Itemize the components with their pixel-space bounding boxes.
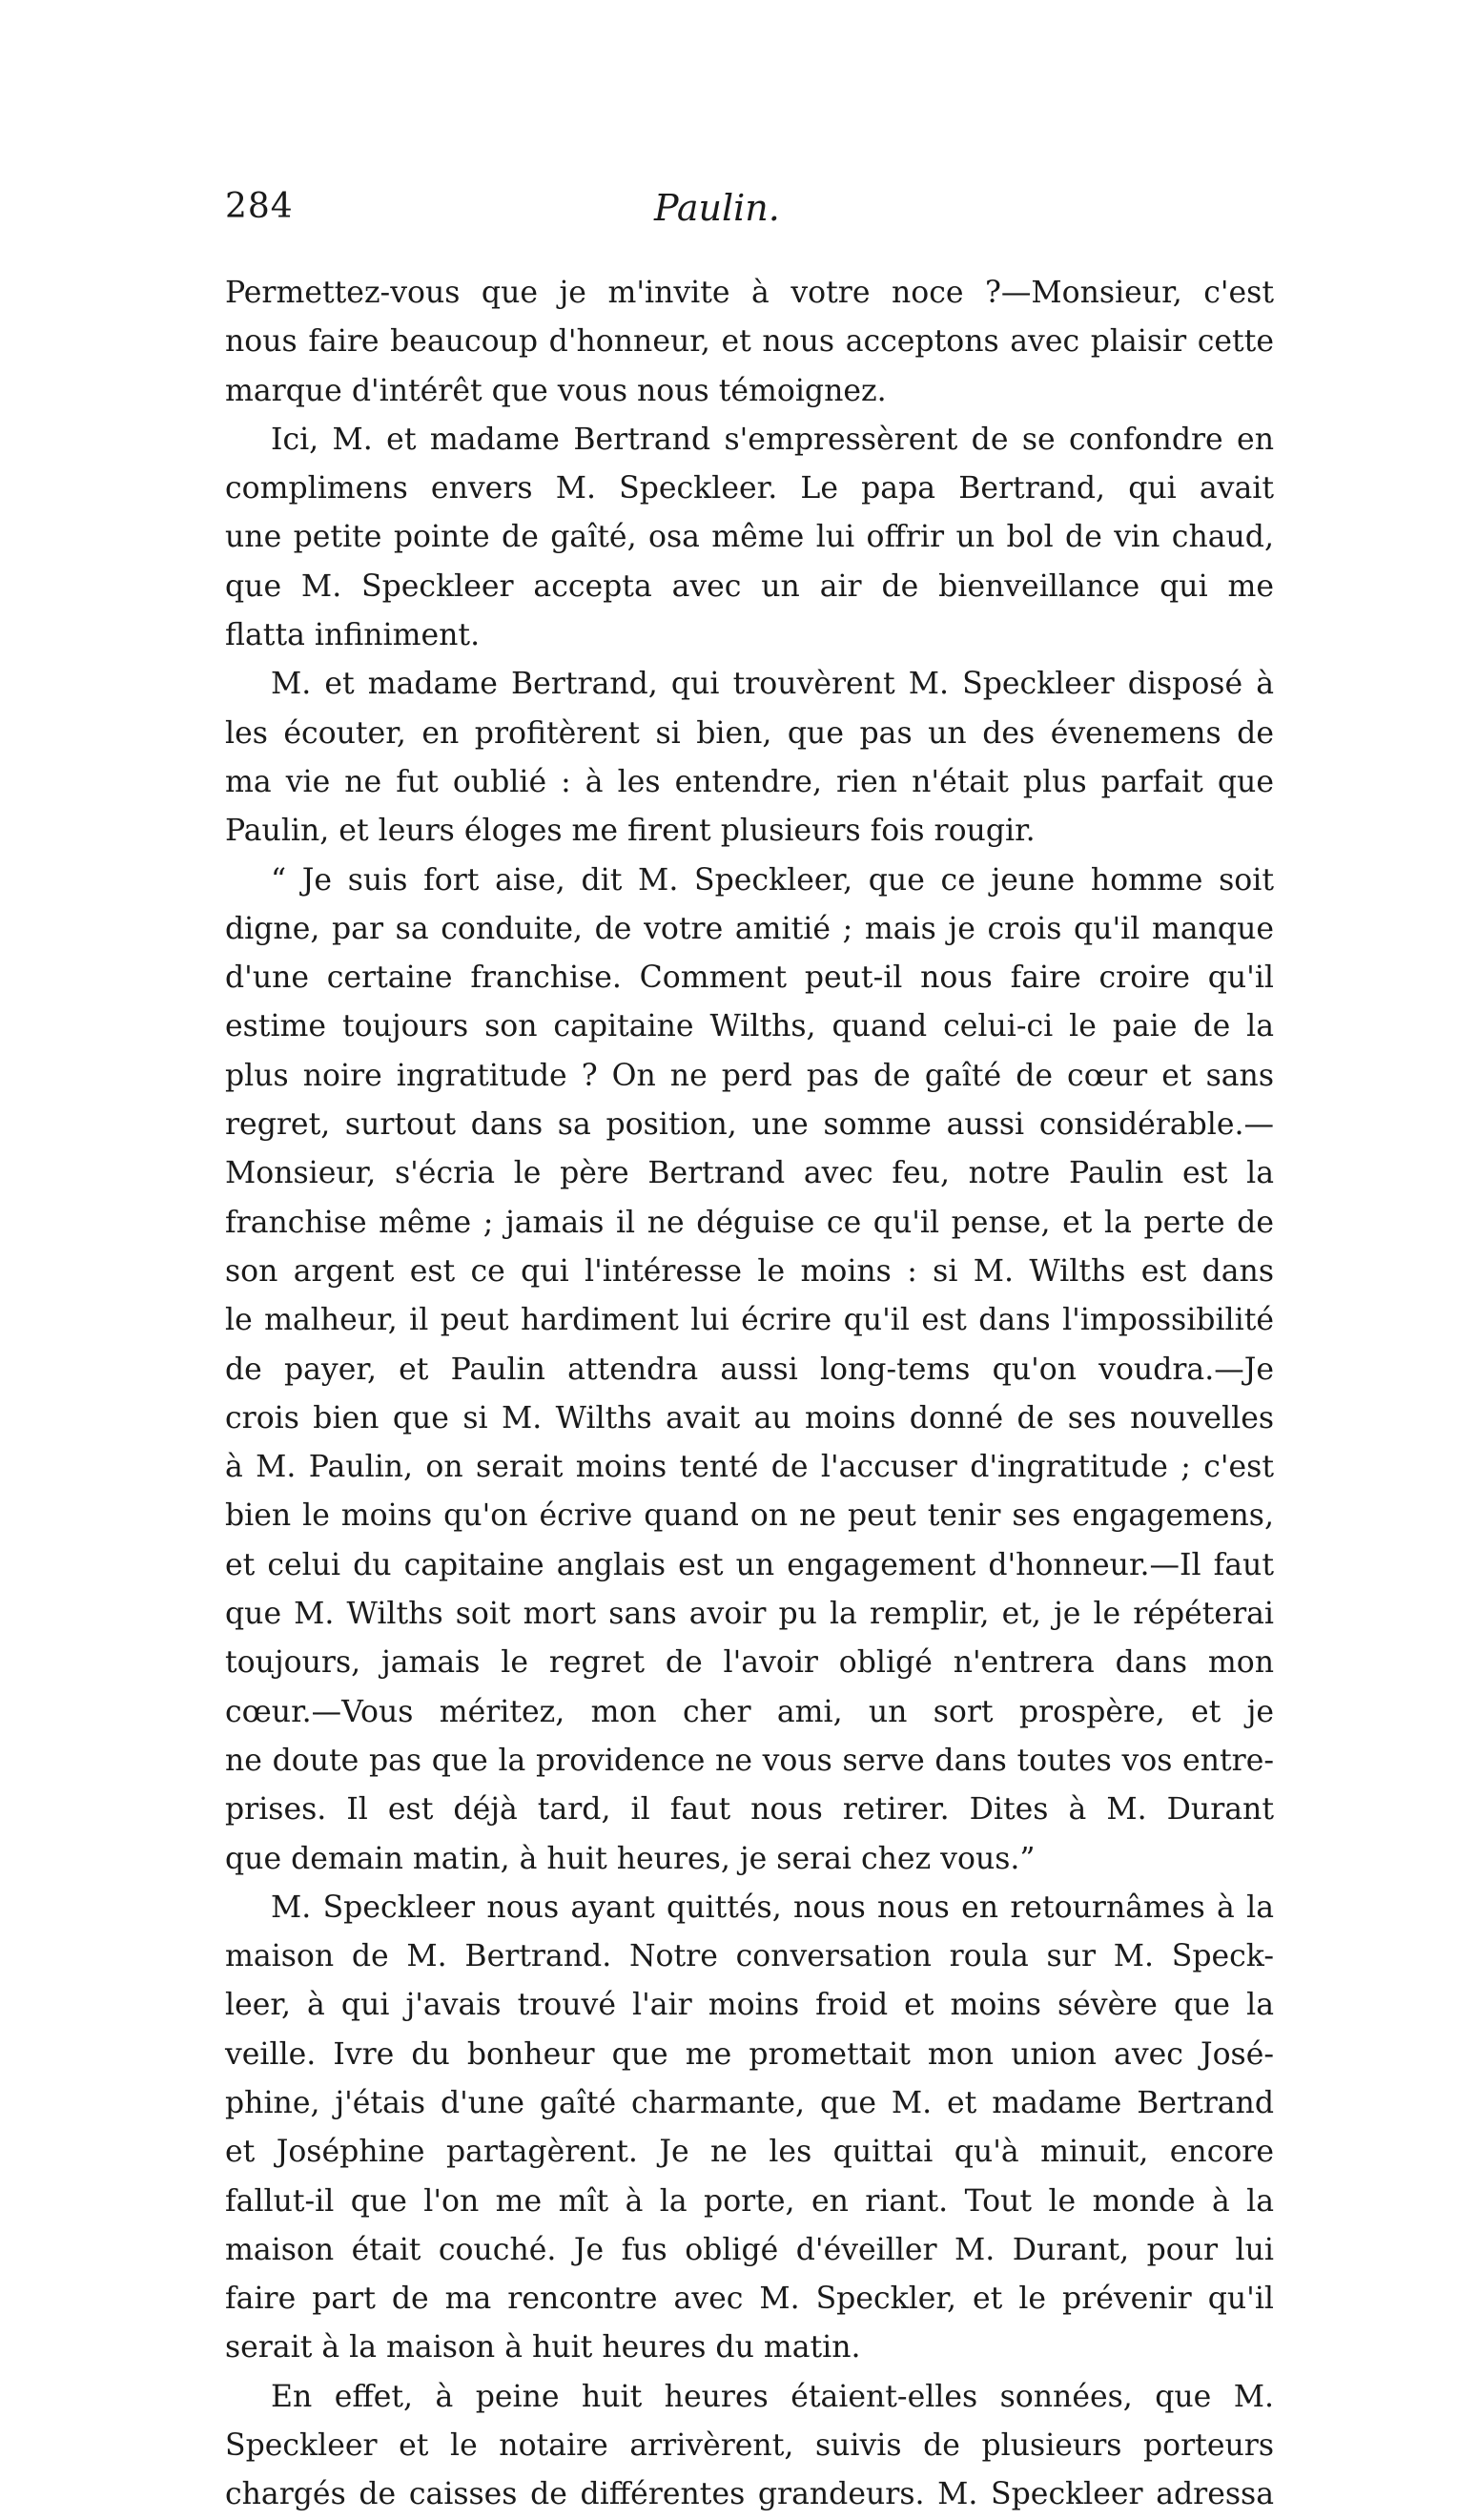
text-line: Monsieur, s'écria le père Bertrand avec feu, notre Paulin est la [225,1156,1274,1191]
text-line: crois bien que si M. Wilths avait au moins donné de ses nouvelles [225,1400,1274,1436]
text-line: les écouter, en profitèrent si bien, que pas un des évenemens de [225,715,1274,751]
text-line: plus noire ingratitude ? On ne perd pas de gaîté de cœur et sans [225,1058,1274,1093]
text-line: digne, par sa conduite, de votre amitié ; mais je crois qu'il manque [225,911,1274,946]
text-line: de payer, et Paulin attendra aussi long-tems qu'on voudra.—Je [225,1352,1274,1387]
text-line: serait à la maison à huit heures du matin. [225,2330,861,2365]
text-line: En effet, à peine huit heures étaient-elles sonnées, que M. [271,2379,1274,2414]
text-line: le malheur, il peut hardiment lui écrire qu'il est dans l'impossibilité [225,1303,1274,1338]
text-line: leer, à qui j'avais trouvé l'air moins froid et moins sévère que la [225,1988,1274,2023]
text-line: Permettez-vous que je m'invite à votre noce ?—Monsieur, c'est [225,276,1274,310]
text-line: et Joséphine partagèrent. Je ne les quittai qu'à minuit, encore [225,2135,1274,2170]
text-line: M. et madame Bertrand, qui trouvèrent M. Speckleer disposé à [271,667,1274,702]
running-head [225,187,1274,235]
text-line: fallut-il que l'on me mît à la porte, en riant. Tout le monde à la [225,2183,1274,2219]
text-line: bien le moins qu'on écrive quand on ne peut tenir ses engagemens, [225,1498,1274,1534]
text-line: Paulin, et leurs éloges me firent plusieurs fois rougir. [225,814,1036,849]
text-line: maison de M. Bertrand. Notre conversation roula sur M. Speck- [225,1939,1274,1974]
text-line: ma vie ne fut oublié : à les entendre, rien n'était plus parfait que [225,764,1274,799]
text-line: ne doute pas que la providence ne vous serve dans toutes vos entre- [225,1743,1274,1778]
text-line: son argent est ce qui l'intéresse le moins : si M. Wilths est dans [225,1253,1274,1289]
text-line: nous faire beaucoup d'honneur, et nous acceptons avec plaisir cette [225,324,1274,360]
text-line: phine, j'étais d'une gaîté charmante, que M. et madame Bertrand [225,2085,1274,2120]
text-line: maison était couché. Je fus obligé d'éveiller M. Durant, pour lui [225,2232,1274,2267]
text-line: flatta infiniment. [225,618,481,653]
text-line: faire part de ma rencontre avec M. Speckler, et le prévenir qu'il [225,2282,1274,2317]
text-line: M. Speckleer nous ayant quittés, nous nous en retournâmes à la [271,1890,1274,1925]
running-title: Paulin. [654,187,780,229]
text-line: que demain matin, à huit heures, je serai chez vous.” [225,1841,1036,1876]
text-line: à M. Paulin, on serait moins tenté de l'accuser d'ingratitude ; c'est [225,1450,1274,1485]
text-line: estime toujours son capitaine Wilths, quand celui-ci le paie de la [225,1009,1274,1044]
text-line: franchise même ; jamais il ne déguise ce qu'il pense, et la perte de [225,1205,1274,1240]
text-line: Speckleer et le notaire arrivèrent, suivis de plusieurs porteurs [225,2428,1274,2464]
text-line: prises. Il est déjà tard, il faut nous retirer. Dites à M. Durant [225,1792,1274,1828]
body-text [225,269,1274,2520]
text-line: cœur.—Vous méritez, mon cher ami, un sort prospère, et je [225,1694,1274,1729]
text-line: que M. Wilths soit mort sans avoir pu la remplir, et, je le répéterai [225,1597,1274,1632]
text-line: complimens envers M. Speckleer. Le papa Bertrand, qui avait [225,471,1274,506]
page-number: 284 [225,187,294,226]
text-line: “ Je suis fort aise, dit M. Speckleer, que ce jeune homme soit [271,862,1274,898]
text-line: veille. Ivre du bonheur que me promettait mon union avec José- [225,2036,1274,2072]
text-line: Ici, M. et madame Bertrand s'empressèrent de se confondre en [271,422,1274,457]
text-line: regret, surtout dans sa position, une somme aussi considérable.— [225,1107,1274,1143]
text-line: que M. Speckleer accepta avec un air de bienveillance qui me [225,568,1274,604]
text-line: chargés de caisses de différentes grandeurs. M. Speckleer adressa [225,2477,1274,2512]
text-line: toujours, jamais le regret de l'avoir obligé n'entrera dans mon [225,1645,1274,1681]
text-line: marque d'intérêt que vous nous témoignez. [225,373,887,408]
text-line: d'une certaine franchise. Comment peut-il nous faire croire qu'il [225,960,1274,996]
text-line: et celui du capitaine anglais est un engagement d'honneur.—Il faut [225,1547,1274,1582]
text-line: une petite pointe de gaîté, osa même lui offrir un bol de vin chaud, [225,520,1274,555]
